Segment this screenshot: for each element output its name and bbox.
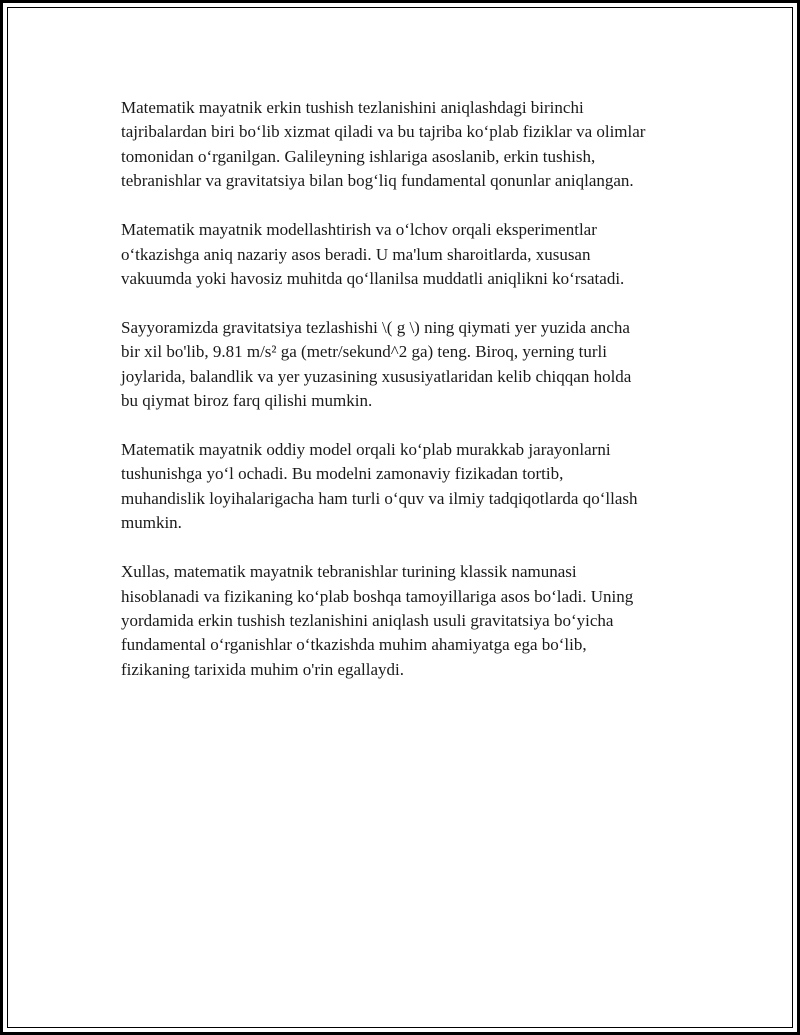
paragraph-2: Matematik mayatnik modellashtirish va o‘lchov orqali eksperimentlar o‘tkazishga aniq nazariy asos beradi. U ma'lum sharoitlarda, xususan vakuumda yoki havosiz muhitda qo‘llanilsa muddatli aniqlikni ko‘rsatadi. <box>121 220 625 288</box>
paragraph-3: Sayyoramizda gravitatsiya tezlashishi \( g \) ning qiymati yer yuzida ancha bir xil bo'lib, 9.81 m/s² ga (metr/sekund^2 ga) teng. Biroq, yerning turli joylarida, balandlik va yer yuzasining xususiyatlaridan kelib chiqqan holda bu qiymat biroz farq qilishi mumkin. <box>121 317 632 411</box>
paragraph-4: Matematik mayatnik oddiy model orqali ko‘plab murakkab jarayonlarni tushunishga yo‘l ochadi. Bu modelni zamonaviy fizikadan tortib, muhandislik loyihalarigacha ham turli o‘quv va ilmiy tadqiqotlarda qo‘llash mumkin. <box>121 439 638 533</box>
document-body <box>121 96 696 707</box>
paragraph-1: Matematik mayatnik erkin tushish tezlanishini aniqlashdagi birinchi tajribalardan biri bo‘lib xizmat qiladi va bu tajriba ko‘plab fiziklar va olimlar tomonidan o‘rganilgan. Galileyning ishlariga asoslanib, erkin tushish, tebranishlar va gravitatsiya bilan bog‘liq fundamental qonunlar aniqlangan. <box>121 98 646 191</box>
paragraph-5: Xullas, matematik mayatnik tebranishlar turining klassik namunasi hisoblanadi va fizikaning ko‘plab boshqa tamoyillariga asos bo‘ladi. Uning yordamida erkin tushish tezlanishini aniqlash usuli gravitatsiya bo‘yicha fundamental o‘rganishlar o‘tkazishda muhim ahamiyatga ega bo‘lib, fizikaning tarixida muhim o'rin egallaydi. <box>121 562 634 679</box>
